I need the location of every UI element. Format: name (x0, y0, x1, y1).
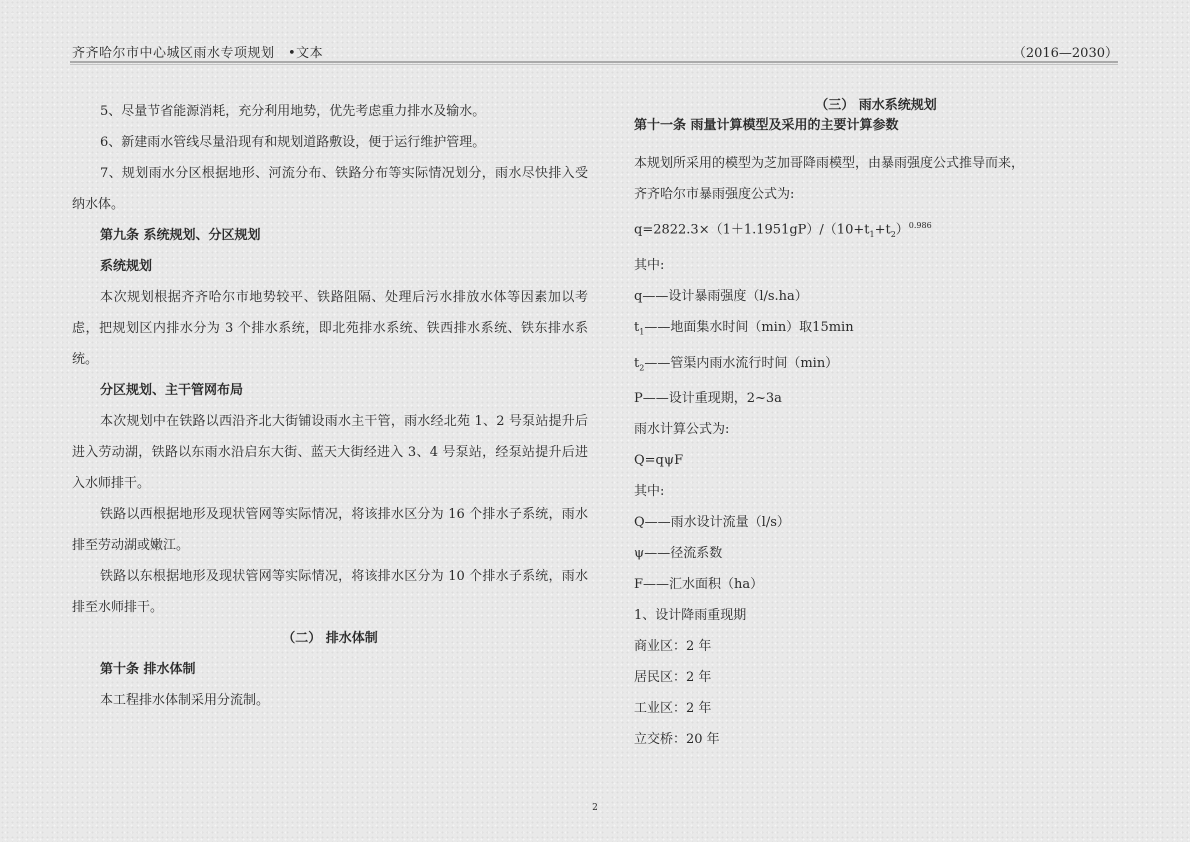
definition-text: ——管渠内雨水流行时间（min） (644, 355, 839, 371)
list-item: 立交桥：20 年 (634, 732, 720, 748)
formula-exponent: 0.986 (908, 221, 932, 230)
rainfall-intensity-formula (634, 210, 1118, 250)
article-heading: 第十条 排水体制 (100, 662, 196, 677)
paragraph: 本工程排水体制采用分流制。 (100, 693, 270, 708)
paragraph: 铁路以东根据地形及现状管网等实际情况，将该排水区分为 10 个排水子系统，雨水排至水师排干。 (72, 569, 588, 615)
definition (634, 312, 1118, 348)
variable-subscript: 2 (639, 363, 645, 373)
paragraph: 其中: (634, 484, 665, 500)
article-heading: 第九条 系统规划、分区规划 (100, 228, 261, 243)
variable: t (634, 319, 640, 335)
header-years: （2016—2030） (1012, 46, 1118, 61)
paragraph: 本次规划根据齐齐哈尔市地势较平、铁路阻隔、处理后污水排放水体等因素加以考虑，把规划区内排水分为 3 个排水系统，即北苑排水系统、铁西排水系统、铁东排水系统。 (72, 290, 588, 367)
right-column (634, 96, 1118, 755)
paragraph: 6、新建雨水管线尽量沿现有和规划道路敷设，便于运行维护管理。 (100, 135, 486, 150)
article-heading: 第十一条 雨量计算模型及采用的主要计算参数 (634, 118, 899, 133)
formula-part: +t (874, 222, 891, 238)
subheading: 系统规划 (100, 259, 153, 274)
variable: t (634, 355, 640, 371)
definition: P——设计重现期，2~3a (634, 391, 782, 407)
variable-subscript: 1 (639, 327, 645, 337)
runoff-formula: Q=qψF (634, 453, 684, 469)
paragraph: 其中: (634, 257, 665, 273)
definition (634, 348, 1118, 384)
paragraph: 雨水计算公式为: (634, 422, 730, 438)
formula-part: ） (895, 222, 909, 238)
paragraph: 本规划所采用的模型为芝加哥降雨模型，由暴雨强度公式推导而来， (634, 156, 1025, 171)
paragraph: 5、尽量节省能源消耗，充分利用地势，优先考虑重力排水及输水。 (100, 104, 486, 119)
definition: ψ——径流系数 (634, 546, 723, 562)
page-number: 2 (592, 803, 598, 813)
definition: q——设计暴雨强度（l/s.ha） (634, 288, 808, 304)
left-column (72, 96, 588, 716)
paragraph: 本次规划中在铁路以西沿齐北大街铺设雨水主干管，雨水经北苑 1、2 号泵站提升后进入劳动湖，铁路以东雨水沿启东大街、蓝天大街经进入 3、4 号泵站，经泵站提升后进入水师排干。 (72, 414, 588, 491)
section-heading: （三） 雨水系统规划 (815, 98, 937, 113)
list-item: 工业区：2 年 (634, 701, 712, 717)
paragraph: 齐齐哈尔市暴雨强度公式为: (634, 187, 795, 202)
formula-part: q=2822.3×（1＋1.1951gP）/（10+t (634, 222, 870, 238)
header-divider-thin (70, 64, 1118, 65)
list-item: 居民区：2 年 (634, 670, 712, 686)
list-heading: 1、设计降雨重现期 (634, 608, 747, 624)
definition: F——汇水面积（ha） (634, 577, 764, 593)
definition-text: ——地面集水时间（min）取15min (644, 319, 854, 335)
list-item: 商业区：2 年 (634, 639, 712, 655)
header-divider (70, 61, 1118, 63)
subheading: 分区规划、主干管网布局 (100, 383, 244, 398)
definition: Q——雨水设计流量（l/s） (634, 515, 790, 531)
formula-subscript: 2 (890, 229, 896, 239)
section-heading: （二） 排水体制 (282, 631, 378, 646)
paragraph: 铁路以西根据地形及现状管网等实际情况，将该排水区分为 16 个排水子系统，雨水排至劳动湖或嫩江。 (72, 507, 588, 553)
paragraph: 7、规划雨水分区根据地形、河流分布、铁路分布等实际情况划分，雨水尽快排入受纳水体。 (72, 166, 588, 212)
formula-subscript: 1 (869, 229, 875, 239)
header-title: 齐齐哈尔市中心城区雨水专项规划 •文本 (72, 46, 324, 61)
